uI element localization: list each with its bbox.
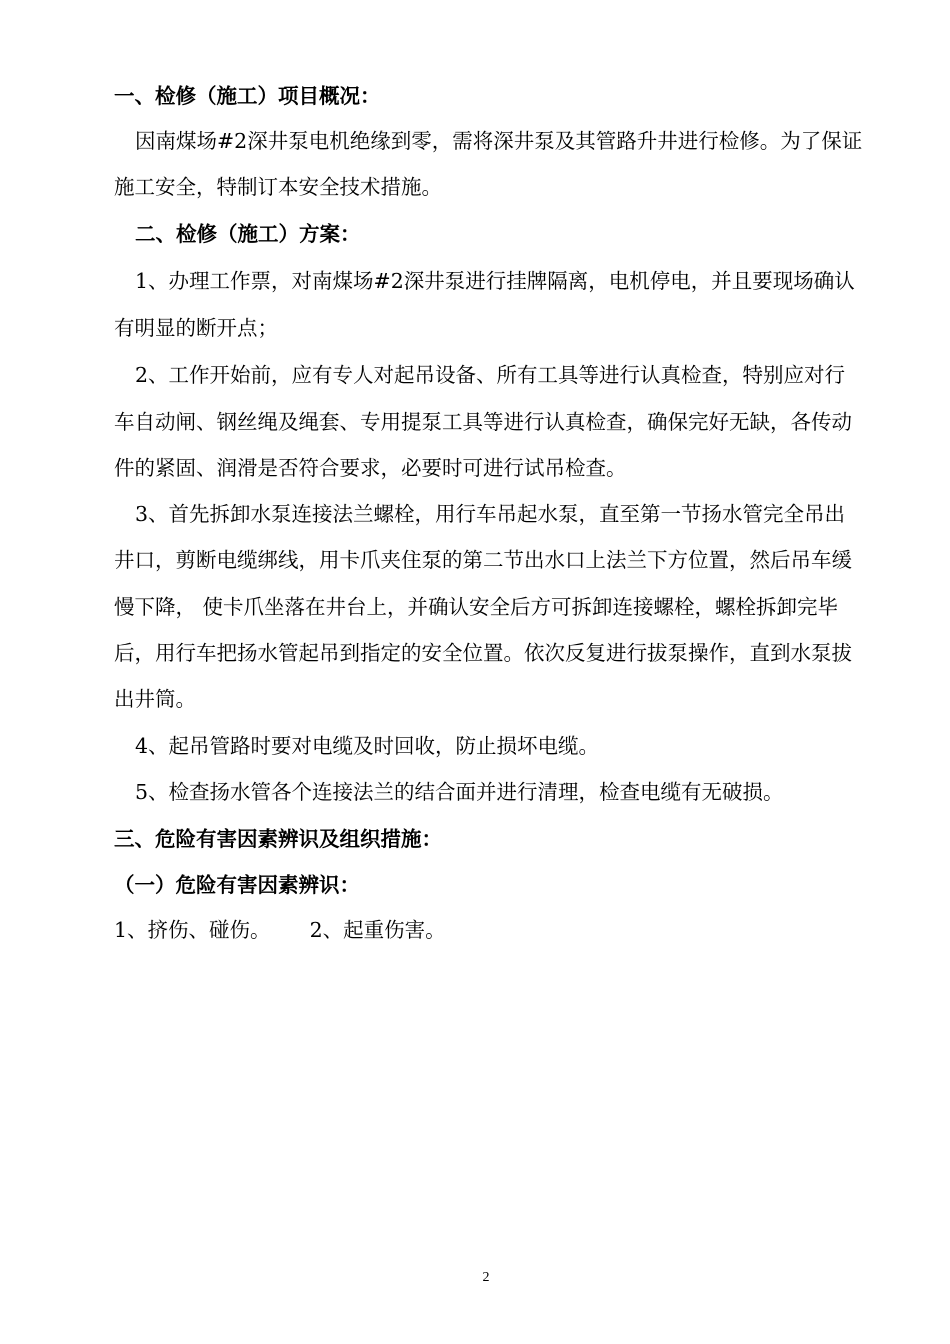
section2-item1-line-2: 有明显的断开点； <box>114 316 278 340</box>
section1-paragraph-line-1: 因南煤场#2深井泵电机绝缘到零，需将深井泵及其管路升井进行检修。为了保证 <box>135 129 863 153</box>
section2-item2-line-2: 车自动闸、钢丝绳及绳套、专用提泵工具等进行认真检查，确保完好无缺，各传动 <box>114 410 852 434</box>
section2-item3-line-1: 3、首先拆卸水泵连接法兰螺栓，用行车吊起水泵，直至第一节扬水管完全吊出 <box>135 502 846 526</box>
section2-item1-line-1: 1、办理工作票，对南煤场#2深井泵进行挂牌隔离，电机停电，并且要现场确认 <box>135 269 855 293</box>
section1-heading: 一、检修（施工）项目概况： <box>114 84 381 108</box>
page-number: 2 <box>482 1270 490 1285</box>
section2-item2-line-3: 件的紧固、润滑是否符合要求，必要时可进行试吊检查。 <box>114 456 627 480</box>
section2-item5-line-1: 5、检查扬水管各个连接法兰的结合面并进行清理，检查电缆有无破损。 <box>135 780 784 804</box>
section2-item3-line-2: 井口，剪断电缆绑线，用卡爪夹住泵的第二节出水口上法兰下方位置，然后吊车缓 <box>114 548 852 572</box>
section1-paragraph-line-2: 施工安全，特制订本安全技术措施。 <box>114 175 442 199</box>
hazards-line: 1、挤伤、碰伤。 2、起重伤害。 <box>114 918 446 942</box>
section2-item4-line-1: 4、起吊管路时要对电缆及时回收，防止损坏电缆。 <box>135 734 600 758</box>
section3-heading: 三、危险有害因素辨识及组织措施： <box>114 827 442 851</box>
section2-heading: 二、检修（施工）方案： <box>135 222 361 246</box>
section2-item3-line-4: 后，用行车把扬水管起吊到指定的安全位置。依次反复进行拔泵操作，直到水泵拔 <box>114 641 852 665</box>
section3-subheading: （一）危险有害因素辨识： <box>114 873 360 897</box>
section2-item2-line-1: 2、工作开始前，应有专人对起吊设备、所有工具等进行认真检查，特别应对行 <box>135 363 846 387</box>
section2-item3-line-3: 慢下降， 使卡爪坐落在井台上，并确认安全后方可拆卸连接螺栓，螺栓拆卸完毕 <box>114 595 839 619</box>
section2-item3-line-5: 出井筒。 <box>114 687 196 711</box>
